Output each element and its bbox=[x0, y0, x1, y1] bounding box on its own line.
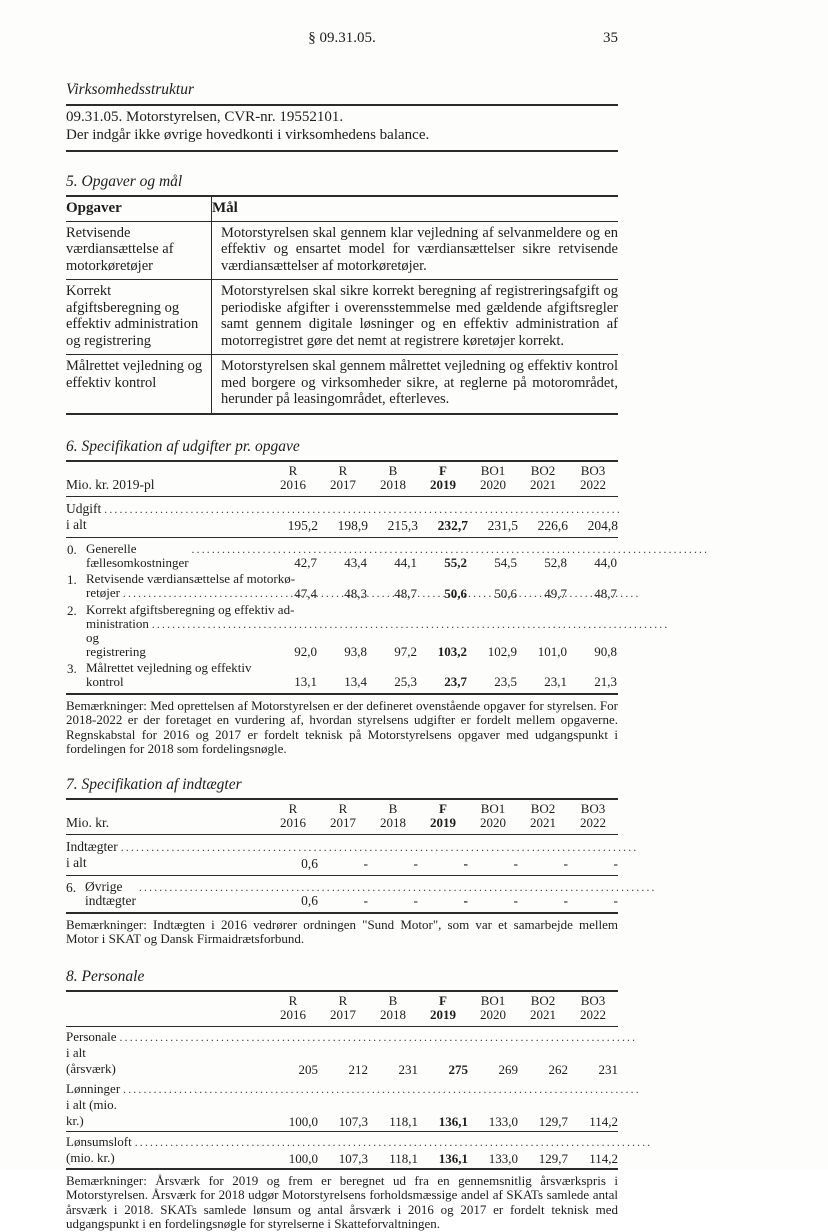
year-column-header: R 2016 bbox=[280, 462, 306, 492]
value-cell: 44,1 bbox=[394, 554, 417, 570]
value-cell: 50,6 bbox=[494, 585, 517, 601]
table-row bbox=[66, 1079, 618, 1132]
table-row bbox=[66, 280, 618, 355]
value-cell: 52,8 bbox=[544, 554, 567, 570]
value-cell: 204,8 bbox=[587, 517, 618, 533]
row-number: 3. bbox=[67, 660, 77, 676]
virksomhedsstruktur-heading: Virksomhedsstruktur bbox=[66, 81, 195, 98]
opgaver-column-header: Opgaver bbox=[66, 196, 212, 221]
opgaver-maal-table bbox=[66, 195, 618, 415]
total-row bbox=[66, 834, 618, 875]
row-number: 0. bbox=[67, 541, 77, 557]
value-cell: - bbox=[613, 855, 618, 871]
value-cell: 42,7 bbox=[294, 554, 317, 570]
row-label-cell bbox=[66, 1026, 268, 1079]
row-label-line1: Korrekt afgiftsberegning og effektiv ad- bbox=[86, 601, 295, 617]
value-cell: 136,1 bbox=[438, 1113, 468, 1129]
value-cell: 107,3 bbox=[338, 1113, 368, 1129]
year-column-header: BO2 2021 bbox=[530, 992, 556, 1022]
dot-leader bbox=[152, 617, 259, 632]
value-cell: 133,0 bbox=[488, 1150, 518, 1166]
year-column-header: R 2016 bbox=[280, 992, 306, 1022]
row-label-cell bbox=[66, 537, 268, 571]
value-cell: 215,3 bbox=[387, 517, 418, 533]
value-cell: 43,4 bbox=[344, 554, 367, 570]
row-label: Personale i alt (årsværk) bbox=[66, 1028, 117, 1076]
value-cell: 49,7 bbox=[544, 585, 567, 601]
row-label: Indtægter i alt bbox=[66, 838, 118, 870]
value-cell: - bbox=[363, 892, 368, 908]
value-cell: - bbox=[613, 892, 618, 908]
value-cell: 232,7 bbox=[437, 517, 468, 533]
opgave-cell: Retvisende værdiansættelse af motorkøretøjer bbox=[66, 221, 212, 280]
table-row bbox=[66, 602, 618, 660]
table-row bbox=[66, 1026, 618, 1079]
loensumsloft-row bbox=[66, 1131, 618, 1169]
value-cell: 262 bbox=[548, 1061, 568, 1077]
opgave-cell: Målrettet vejledning og effektiv kontrol bbox=[66, 355, 212, 414]
value-cell: - bbox=[563, 892, 568, 908]
row-label-line2: retøjer bbox=[86, 584, 120, 600]
value-cell: 102,9 bbox=[487, 643, 517, 659]
unit-label: Mio. kr. 2019-pl bbox=[66, 476, 155, 492]
row-label-cell bbox=[66, 570, 296, 602]
value-cell: 195,2 bbox=[287, 517, 318, 533]
row-label: Lønninger i alt (mio. kr.) bbox=[66, 1080, 121, 1128]
value-cell: 129,7 bbox=[538, 1150, 568, 1166]
year-column-header: BO1 2020 bbox=[480, 462, 506, 492]
row-label-cell bbox=[66, 496, 268, 537]
table-row bbox=[66, 355, 618, 414]
value-cell: 0,6 bbox=[301, 892, 318, 908]
year-column-header: BO3 2022 bbox=[580, 462, 606, 492]
year-column-header: R 2016 bbox=[280, 800, 306, 830]
year-column-header: B 2018 bbox=[380, 800, 406, 830]
year-header-row bbox=[66, 461, 618, 497]
value-cell: 212 bbox=[348, 1061, 368, 1077]
value-cell: 231,5 bbox=[487, 517, 518, 533]
value-cell: 93,8 bbox=[344, 643, 367, 659]
page-content bbox=[66, 30, 618, 1232]
indtaegter-table bbox=[66, 798, 618, 914]
value-cell: 23,5 bbox=[494, 673, 517, 689]
value-cell: 118,1 bbox=[389, 1150, 418, 1166]
year-column-header: F 2019 bbox=[430, 800, 456, 830]
value-cell: 114,2 bbox=[589, 1113, 618, 1129]
opgaver-heading: 5. Opgaver og mål bbox=[66, 173, 183, 190]
value-cell: 48,3 bbox=[344, 585, 367, 601]
year-column-header: F 2019 bbox=[430, 992, 456, 1022]
value-cell: 48,7 bbox=[394, 585, 417, 601]
value-cell: - bbox=[513, 855, 518, 871]
value-cell: 231 bbox=[398, 1061, 418, 1077]
row-label: Øvrige indtægter bbox=[85, 878, 136, 908]
value-cell: 226,6 bbox=[537, 517, 568, 533]
row-label-line2: ministration og registrering bbox=[86, 615, 149, 659]
table-row bbox=[66, 571, 618, 602]
value-cell: 54,5 bbox=[494, 554, 517, 570]
virksomhedsstruktur-line2: Der indgår ikke øvrige hovedkonti i virksomhedens balance. bbox=[66, 126, 430, 143]
value-cell: - bbox=[513, 892, 518, 908]
row-label: Målrettet vejledning og effektiv kontrol bbox=[86, 659, 252, 689]
value-cell: 92,0 bbox=[294, 643, 317, 659]
year-column-header: BO3 2022 bbox=[580, 800, 606, 830]
dot-leader bbox=[123, 1081, 260, 1097]
year-column-header: BO2 2021 bbox=[530, 800, 556, 830]
value-cell: - bbox=[413, 855, 418, 871]
value-cell: 23,7 bbox=[444, 673, 467, 689]
year-column-header: B 2018 bbox=[380, 992, 406, 1022]
year-column-header: BO1 2020 bbox=[480, 992, 506, 1022]
value-cell: 114,2 bbox=[589, 1150, 618, 1166]
value-cell: 90,8 bbox=[594, 643, 617, 659]
table-header-row bbox=[66, 196, 618, 221]
personale-heading: 8. Personale bbox=[66, 967, 145, 985]
dot-leader bbox=[104, 501, 260, 517]
value-cell: 101,0 bbox=[537, 643, 567, 659]
dot-leader bbox=[121, 839, 260, 855]
value-cell: 0,6 bbox=[301, 855, 318, 871]
dot-leader bbox=[135, 1134, 260, 1150]
table-row bbox=[66, 221, 618, 280]
value-cell: 103,2 bbox=[437, 643, 467, 659]
row-label: Generelle fællesomkostninger bbox=[86, 540, 189, 570]
maal-cell: Motorstyrelsen skal gennem klar vejledning af selvanmeldere og en effektiv og ensartet model for værdiansættelser sikre retvisende værdiansættelser af motorkøretøjer. bbox=[212, 221, 619, 280]
opgave-cell: Korrekt afgiftsberegning og effektiv administration og registrering bbox=[66, 280, 212, 355]
row-label-line1: Retvisende værdiansættelse af motorkø- bbox=[86, 570, 296, 586]
year-column-header: R 2017 bbox=[330, 462, 356, 492]
value-cell: 198,9 bbox=[337, 517, 368, 533]
value-cell: - bbox=[463, 855, 468, 871]
unit-label bbox=[66, 991, 268, 1027]
row-label-cell bbox=[66, 834, 268, 875]
value-cell: 269 bbox=[498, 1061, 518, 1077]
value-cell: - bbox=[463, 892, 468, 908]
row-number: 2. bbox=[67, 602, 77, 618]
maal-cell: Motorstyrelsen skal sikre korrekt beregning af registreringsafgift og periodiske afgifter i overensstemmelse med gældende afgiftsregler samt gennem digitale løsninger og en effektiv administration af motorregistret gøre det nemt at registrere køretøjer korrekt. bbox=[212, 280, 619, 355]
value-cell: 48,7 bbox=[594, 585, 617, 601]
dot-leader bbox=[192, 542, 259, 557]
table-row bbox=[66, 537, 618, 571]
value-cell: 136,1 bbox=[438, 1150, 468, 1166]
udgifter-table bbox=[66, 460, 618, 695]
value-cell: 133,0 bbox=[488, 1113, 518, 1129]
year-column-header: R 2017 bbox=[330, 992, 356, 1022]
virksomhedsstruktur-line1: 09.31.05. Motorstyrelsen, CVR-nr. 19552101. bbox=[66, 109, 344, 125]
table-row bbox=[66, 660, 618, 694]
table-row bbox=[66, 875, 618, 913]
value-cell: 21,3 bbox=[594, 673, 617, 689]
dot-leader bbox=[139, 880, 260, 895]
year-column-header: B 2018 bbox=[380, 462, 406, 492]
value-cell: - bbox=[563, 855, 568, 871]
row-label-cell bbox=[66, 601, 295, 660]
value-cell: 100,0 bbox=[288, 1113, 318, 1129]
year-header-row bbox=[66, 991, 618, 1027]
value-cell: 275 bbox=[448, 1061, 468, 1077]
dot-leader bbox=[123, 586, 259, 601]
row-number: 1. bbox=[67, 571, 77, 587]
value-cell: 13,4 bbox=[344, 673, 367, 689]
row-label-cell bbox=[66, 1079, 268, 1132]
unit-label: Mio. kr. bbox=[66, 814, 110, 830]
value-cell: 25,3 bbox=[394, 673, 417, 689]
maal-column-header: Mål bbox=[212, 200, 238, 216]
year-column-header: BO3 2022 bbox=[580, 992, 606, 1022]
value-cell: 231 bbox=[598, 1061, 618, 1077]
page-number: 35 bbox=[603, 30, 618, 46]
value-cell: 107,3 bbox=[338, 1150, 368, 1166]
year-column-header: F 2019 bbox=[430, 462, 456, 492]
personale-table bbox=[66, 990, 618, 1170]
row-label-cell bbox=[66, 1131, 268, 1169]
row-number: 6. bbox=[66, 879, 77, 895]
value-cell: 100,0 bbox=[288, 1150, 318, 1166]
value-cell: 44,0 bbox=[594, 554, 617, 570]
value-cell: 13,1 bbox=[294, 673, 317, 689]
maal-cell: Motorstyrelsen skal gennem målrettet vejledning og effektiv kontrol med borgere og virksomheder sikre, at reglerne på motorområdet, herunder på leasingområdet, efterleves. bbox=[212, 355, 619, 414]
dot-leader bbox=[120, 1029, 260, 1045]
value-cell: 23,1 bbox=[544, 673, 567, 689]
virksomhedsstruktur-box bbox=[66, 104, 618, 152]
year-header-row bbox=[66, 799, 618, 835]
row-label: Lønsumsloft (mio. kr.) bbox=[66, 1133, 132, 1165]
value-cell: - bbox=[363, 855, 368, 871]
value-cell: 50,6 bbox=[444, 585, 467, 601]
udgifter-remarks: Bemærkninger: Med oprettelsen af Motorstyrelsen er der defineret ovenstående opgaver for styrelsen. For 2018-2022 er der foretaget en vurdering af, hvordan styrelsens udgifter er fordelt mellem opgaverne. Regnskabstal for 2016 og 2017 er fordelt teknisk på Motorstyrelsens opgaver med udgangspunkt i fordelingen for 2018 som fordelingsnøgle. bbox=[66, 697, 618, 756]
value-cell: 129,7 bbox=[538, 1113, 568, 1129]
udgifter-heading: 6. Specifikation af udgifter pr. opgave bbox=[66, 437, 300, 455]
total-row bbox=[66, 496, 618, 537]
row-label-cell bbox=[66, 875, 268, 913]
value-cell: 55,2 bbox=[444, 554, 467, 570]
value-cell: - bbox=[413, 892, 418, 908]
indtaegter-remarks: Bemærkninger: Indtægten i 2016 vedrører ordningen "Sund Motor", som var et samarbejde mellem Motor i SKAT og Dansk Firmaidrætsforbund. bbox=[66, 916, 618, 946]
page-header bbox=[66, 30, 618, 50]
section-reference: § 09.31.05. bbox=[308, 30, 376, 46]
row-label-cell bbox=[66, 660, 268, 694]
indtaegter-heading: 7. Specifikation af indtægter bbox=[66, 775, 242, 793]
year-column-header: BO1 2020 bbox=[480, 800, 506, 830]
value-cell: 205 bbox=[298, 1061, 318, 1077]
year-column-header: BO2 2021 bbox=[530, 462, 556, 492]
personale-remarks: Bemærkninger: Årsværk for 2019 og frem er beregnet ud fra en gennemsnitlig årsværkspris i Motorstyrelsen. Årsværk for 2018 udgør Motorstyrelsens forholdsmæssige andel af SKATs samlede antal årsværk i 2018. SKATs samlede lønsum og antal årsværk i 2016 og 2017 er fordelt teknisk med udgangspunkt i en fordelingsnøgle for styrelserne i Skatteforvaltningen. bbox=[66, 1172, 618, 1231]
year-column-header: R 2017 bbox=[330, 800, 356, 830]
value-cell: 97,2 bbox=[394, 643, 417, 659]
value-cell: 47,4 bbox=[294, 585, 317, 601]
value-cell: 118,1 bbox=[389, 1113, 418, 1129]
row-label: Udgift i alt bbox=[66, 500, 102, 532]
